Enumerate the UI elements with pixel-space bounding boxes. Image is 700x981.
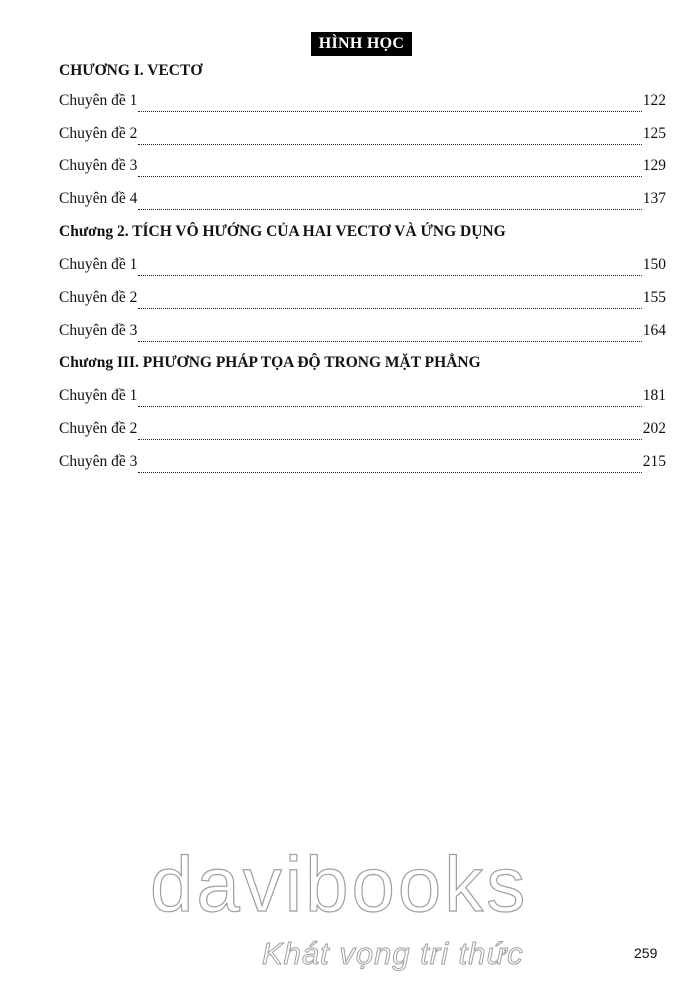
toc-entry-label: Chuyên đề 3: [59, 322, 138, 339]
toc-entry-page: 125: [642, 125, 666, 142]
toc-entry-page: 155: [642, 289, 666, 306]
page-number: 259: [634, 945, 658, 961]
toc-entry-label: Chuyên đề 2: [59, 420, 138, 437]
toc-entry-label: Chuyên đề 3: [59, 157, 138, 174]
toc-entry-label: Chuyên đề 1: [59, 256, 138, 273]
dot-leader: [138, 260, 641, 276]
chapter-heading: Chương 2. TÍCH VÔ HƯỚNG CỦA HAI VECTƠ VÀ ỨNG DỤNG: [59, 223, 506, 240]
toc-entry-label: Chuyên đề 2: [59, 125, 138, 142]
toc-entry-page: 164: [642, 322, 666, 339]
dot-leader: [138, 326, 641, 342]
toc-entry: [59, 125, 666, 145]
toc-entry-page: 215: [642, 453, 666, 470]
toc-entry-label: Chuyên đề 1: [59, 387, 138, 404]
toc-entry: [59, 157, 666, 177]
toc-entry: [59, 453, 666, 473]
watermark-logo: davibooks: [150, 840, 529, 928]
toc-entry-label: Chuyên đề 1: [59, 92, 138, 109]
dot-leader: [138, 161, 641, 177]
dot-leader: [138, 424, 641, 440]
dot-leader: [138, 391, 641, 407]
dot-leader: [138, 129, 641, 145]
dot-leader: [138, 194, 641, 210]
toc-entry-label: Chuyên đề 3: [59, 453, 138, 470]
watermark-tagline: Khát vọng tri thức: [262, 936, 524, 971]
toc-entry-page: 129: [642, 157, 666, 174]
toc-entry: [59, 256, 666, 276]
dot-leader: [138, 293, 641, 309]
toc-entry-page: 150: [642, 256, 666, 273]
section-title: HÌNH HỌC: [311, 32, 412, 56]
toc-entry: [59, 322, 666, 342]
toc-entry: [59, 92, 666, 112]
toc-entry-label: Chuyên đề 4: [59, 190, 138, 207]
chapter-heading: Chương III. PHƯƠNG PHÁP TỌA ĐỘ TRONG MẶT PHẲNG: [59, 354, 481, 371]
dot-leader: [138, 457, 641, 473]
toc-entry-page: 181: [642, 387, 666, 404]
toc-entry-label: Chuyên đề 2: [59, 289, 138, 306]
chapter-heading: CHƯƠNG I. VECTƠ: [59, 62, 203, 79]
dot-leader: [138, 96, 641, 112]
toc-entry: [59, 420, 666, 440]
toc-entry-page: 137: [642, 190, 666, 207]
toc-entry-page: 202: [642, 420, 666, 437]
toc-entry: [59, 190, 666, 210]
toc-entry: [59, 387, 666, 407]
toc-entry-page: 122: [642, 92, 666, 109]
toc-entry: [59, 289, 666, 309]
